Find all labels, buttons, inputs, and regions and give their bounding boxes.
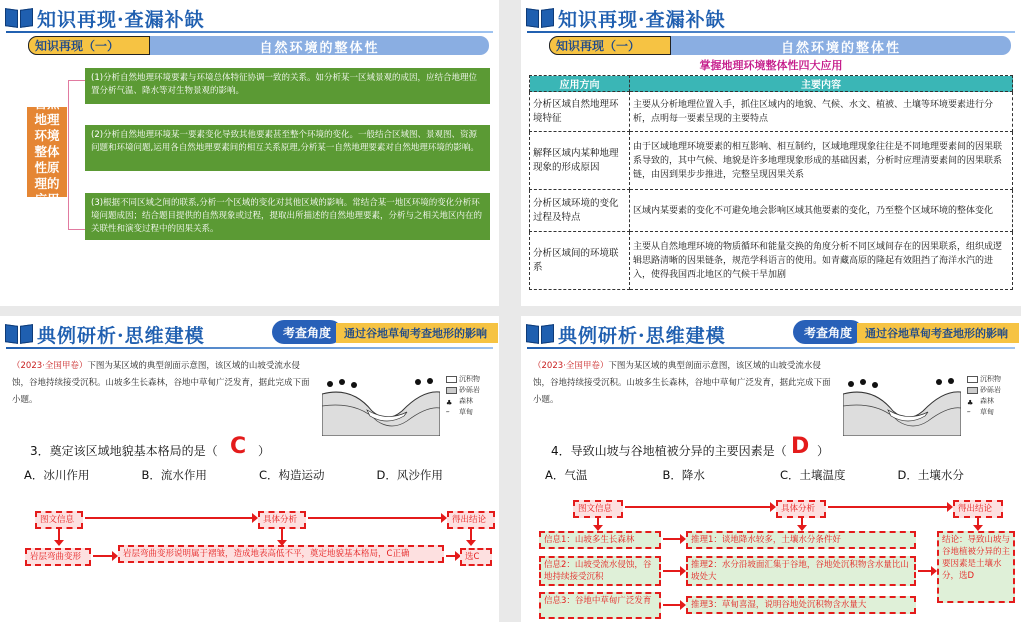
flow-conclusion-box: 选C [460, 548, 492, 566]
book-icon [525, 7, 555, 29]
flow-arrow [977, 516, 979, 526]
table-header-row [530, 76, 1013, 92]
flow-step-conclusion: 得出结论 [953, 500, 1003, 518]
diagram-legend: 沉积物 砂砾岩 ♣ 森林 ‴ 草甸 [967, 375, 1001, 418]
option-a[interactable]: A．气温 [545, 468, 588, 482]
flow-arrow [470, 527, 472, 541]
legend-forest: 森林 [980, 397, 994, 405]
flow-arrow [828, 506, 948, 508]
question-close: ） [817, 444, 830, 458]
header-divider [527, 347, 1015, 349]
book-icon [525, 323, 555, 345]
slide-header [4, 4, 205, 32]
col-header-content: 主要内容 [630, 76, 1013, 92]
header-title: 典例研析·思维建模 [558, 324, 726, 347]
cell-direction: 分析区域间的环境联系 [530, 232, 630, 290]
options [24, 467, 494, 483]
question-intro [12, 358, 312, 409]
slide-knowledge-2 [521, 0, 1021, 306]
flow-analysis-box: 推理2：水分沿坡面汇集于谷地，谷地处沉积物含水量比山坡处大 [686, 556, 916, 586]
angle-button: 考查角度 [793, 320, 863, 344]
legend-sediment: 沉积物 [459, 375, 480, 383]
flow-analysis-box: 推理1：谈地降水较多，土壤水分条件好 [686, 531, 916, 549]
header-title: 典例研析·思维建模 [37, 324, 205, 347]
header-divider [6, 347, 493, 349]
question-4 [551, 442, 787, 459]
slide-header [525, 320, 726, 348]
options [545, 467, 1015, 483]
item-box-2: (2)分析自然地理环境某一要素变化导致其他要素甚至整个环境的变化。一般结合区域图、景观图、资源问题和环境问题,运用各自然地理要素间的相互关系原理,分析某一自然地理要素对自然地理环境的影响。 [85, 125, 490, 171]
angle-button: 考查角度 [272, 320, 342, 344]
flow-arrow [663, 604, 681, 606]
option-a[interactable]: A．冰川作用 [24, 468, 90, 482]
exam-source: （2023·全国甲卷） [533, 361, 609, 371]
flow-arrow [918, 570, 932, 572]
cell-content: 主要从分析地理位置入手，抓住区域内的地貌、气候、水文、植被、土壤等环境要素进行分析，点明每一要素呈现的主要特点 [630, 92, 1013, 132]
section-tag: 知识再现（一） [28, 36, 150, 55]
book-icon [4, 7, 34, 29]
option-b[interactable]: B．降水 [662, 468, 705, 482]
book-icon [4, 323, 34, 345]
item-box-1: (1)分析自然地理环境要素与环境总体特征协调一致的关系。如分析某一区域景观的成因，应结合地理位置分析气温、降水等对生物景观的影响。 [85, 68, 490, 104]
question-text: 3．奠定该区域地貌基本格局的是（ [30, 444, 218, 458]
legend-sandstone: 砂砾岩 [980, 386, 1001, 394]
table-subtitle: 掌握地理环境整体性四大应用 [699, 59, 843, 72]
question-3 [30, 442, 218, 459]
legend-sandstone: 砂砾岩 [459, 386, 480, 394]
legend-meadow: 草甸 [980, 408, 994, 416]
flow-arrow [446, 555, 456, 557]
flow-step-info: 图文信息 [35, 511, 83, 529]
table-row [530, 132, 1013, 190]
flow-arrow [58, 527, 60, 541]
option-d[interactable]: D．土壤水分 [897, 468, 964, 482]
section-title: 自然环境的整体性 [780, 41, 901, 56]
flow-step-analysis: 具体分析 [258, 511, 306, 529]
header-divider [6, 31, 493, 33]
flow-arrow [85, 517, 253, 519]
header-divider [527, 31, 1015, 33]
cell-content: 由于区域地理环境要素的相互影响、相互制约，区域地理现象往往是不同地理要素间的因果联系导致的，其中气候、地貌是许多地理现象形成的基础因素，分析时应理清要素间的因果联系链，由因到果步步推进，完整呈现因果关系 [630, 132, 1013, 190]
table-row [530, 232, 1013, 290]
option-c[interactable]: C．构造运动 [259, 468, 325, 482]
profile-diagram [322, 376, 440, 436]
exam-source: （2023·全国甲卷） [12, 361, 88, 371]
flow-analysis-box: 推理3：草甸喜湿，说明谷地处沉积物含水量大 [686, 596, 916, 614]
flow-arrow [281, 527, 283, 541]
section-title: 自然环境的整体性 [259, 41, 380, 56]
application-table [529, 75, 1013, 290]
table-row [530, 92, 1013, 132]
slide-header [525, 4, 726, 32]
answer-mark: C [230, 434, 247, 459]
slide-header [4, 320, 205, 348]
flow-arrow [625, 506, 771, 508]
flow-step-analysis: 具体分析 [776, 500, 826, 518]
flow-analysis-box: 岩层弯曲变形说明属于褶皱，造成地表高低不平，奠定地貌基本格局，C正确 [118, 545, 444, 563]
slide-knowledge-1 [0, 0, 499, 306]
flow-info-box: 信息2：山坡受流水侵蚀，谷地持续接受沉积 [539, 556, 661, 586]
flow-arrow [308, 517, 442, 519]
slide-example-q4 [521, 316, 1021, 622]
profile-diagram [843, 376, 961, 436]
legend-sediment: 沉积物 [980, 375, 1001, 383]
flow-info-box: 岩层弯曲变形 [25, 548, 91, 566]
slide-example-q3 [0, 316, 499, 622]
angle-tag: 通过谷地草甸考查地形的影响 [336, 323, 498, 343]
center-label: 自然地理环境整体性原理的应用 [27, 107, 67, 197]
flow-info-box: 信息1：山坡多生长森林 [539, 531, 661, 549]
legend-meadow: 草甸 [459, 408, 473, 416]
section-tag: 知识再现（一） [549, 36, 671, 55]
flow-arrow [663, 570, 681, 572]
cell-direction: 分析区域自然地理环境特征 [530, 92, 630, 132]
diagram-legend: 沉积物 砂砾岩 ♣ 森林 ‴ 草甸 [446, 375, 480, 418]
flow-step-info: 图文信息 [573, 500, 623, 518]
question-close: ） [258, 444, 271, 458]
question-intro [533, 358, 833, 409]
col-header-direction: 应用方向 [530, 76, 630, 92]
flow-arrow [663, 538, 681, 540]
header-title: 知识再现·查漏补缺 [37, 8, 205, 31]
item-box-3: (3)根据不同区域之间的联系,分析一个区域的变化对其他区域的影响。常结合某一地区环境的变化分析环境问题成因；结合题目提供的自然现象或过程，提取出所描述的自然地理要素，分析与之相关地区内在的关联性和演变过程中的因果关系。 [85, 193, 490, 240]
flow-step-conclusion: 得出结论 [447, 511, 495, 529]
intro-text: 下图为某区域的典型剖面示意图，该区域的山坡受流水侵蚀，谷地持续接受沉积。山坡多生长森林，谷地中草甸广泛发育，据此完成下面小题。 [12, 361, 310, 405]
flow-info-box: 信息3：谷地中草甸广泛发育 [539, 592, 661, 619]
legend-forest: 森林 [459, 397, 473, 405]
flow-arrow [801, 516, 803, 526]
header-title: 知识再现·查漏补缺 [558, 8, 726, 31]
option-d[interactable]: D．风沙作用 [376, 468, 443, 482]
cell-direction: 分析区域环境的变化过程及特点 [530, 190, 630, 232]
flow-arrow [597, 516, 599, 526]
intro-text: 下图为某区域的典型剖面示意图，该区域的山坡受流水侵蚀，谷地持续接受沉积。山坡多生长森林，谷地中草甸广泛发育，据此完成下面小题。 [533, 361, 831, 405]
option-c[interactable]: C．土壤温度 [780, 468, 846, 482]
table-row [530, 190, 1013, 232]
flow-arrow [93, 555, 113, 557]
option-b[interactable]: B．流水作用 [141, 468, 207, 482]
cell-content: 主要从自然地理环境的物质循环和能量交换的角度分析不同区域间存在的因果联系，组织成逻辑思路清晰的因果链条，规范学科语言的使用。如青藏高原的隆起有效阻挡了海洋水汽的进入，使得我国西北地区的气候干旱加剧 [630, 232, 1013, 290]
cell-direction: 解释区域内某种地理现象的形成原因 [530, 132, 630, 190]
answer-mark: D [791, 434, 810, 459]
question-text: 4．导致山坡与谷地植被分异的主要因素是（ [551, 444, 787, 458]
flow-conclusion-box: 结论：导致山坡与谷地植被分异的主要因素是土壤水分，选D [937, 531, 1015, 603]
cell-content: 区域内某要素的变化不可避免地会影响区域其他要素的变化，乃至整个区域环境的整体变化 [630, 190, 1013, 232]
angle-tag: 通过谷地草甸考查地形的影响 [857, 323, 1019, 343]
